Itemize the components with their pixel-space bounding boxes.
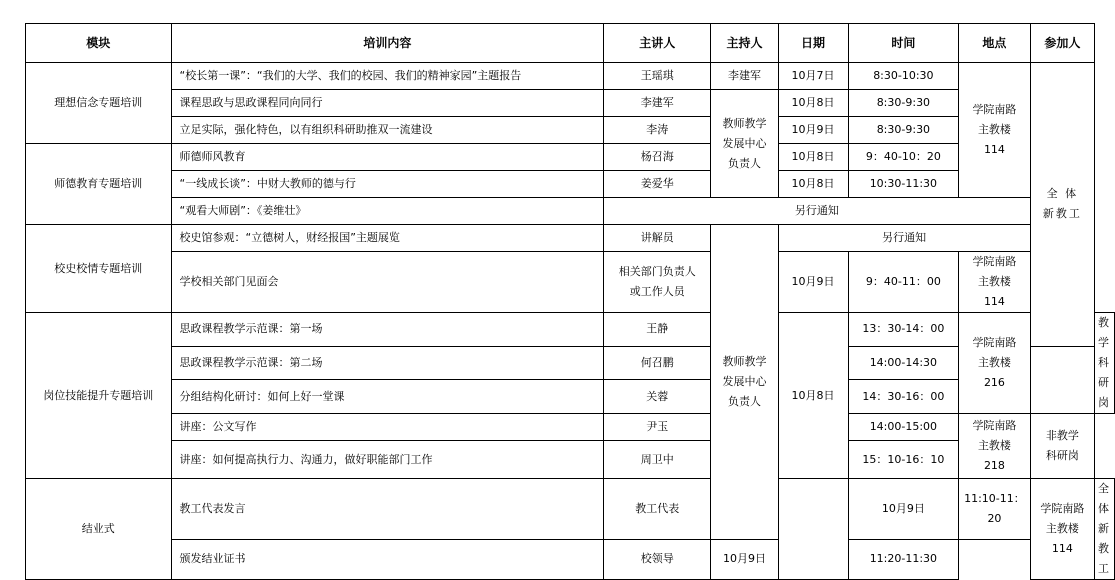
- header-content: 培训内容: [171, 24, 604, 63]
- table-row: [26, 414, 1115, 441]
- time-cell: 8:30-9:30: [848, 117, 959, 144]
- header-location: 地点: [959, 24, 1030, 63]
- host-cell: 教师教学 发展中心 负责人: [711, 90, 778, 198]
- module-cell: 理想信念专题培训: [26, 63, 172, 144]
- header-host: 主持人: [711, 24, 778, 63]
- date-cell: 10月7日: [778, 63, 848, 90]
- content-cell: 师德师风教育: [171, 144, 604, 171]
- content-cell: 校史馆参观：“立德树人，财经报国”主题展览: [171, 225, 604, 252]
- header-speaker: 主讲人: [604, 24, 711, 63]
- time-cell: 15：10-16：10: [848, 441, 959, 479]
- content-cell: “一线成长谈”：中财大教师的德与行: [171, 171, 604, 198]
- speaker-cell: 周卫中: [604, 441, 711, 479]
- content-cell: “校长第一课”：“我们的大学、我们的校园、我们的精神家园”主题报告: [171, 63, 604, 90]
- time-cell: 8:30-9:30: [848, 90, 959, 117]
- attendees-cell: 教 学 科研岗: [1095, 313, 1115, 414]
- time-cell: 14:00-15:00: [848, 414, 959, 441]
- speaker-cell: 李建军: [604, 90, 711, 117]
- time-cell: 9：40-10：20: [848, 144, 959, 171]
- header-module: 模块: [26, 24, 172, 63]
- notice-cell: 另行通知: [778, 225, 1030, 252]
- table-row: [26, 252, 1115, 313]
- time-cell: 9：40-11：00: [848, 252, 959, 313]
- table-row: [26, 63, 1115, 90]
- time-cell: 11:20-11:30: [848, 539, 959, 579]
- speaker-cell: 校领导: [604, 539, 711, 579]
- date-cell: 10月8日: [778, 90, 848, 117]
- date-cell: 10月8日: [778, 144, 848, 171]
- location-cell: 学院南路 主教楼 114: [959, 252, 1030, 313]
- table-row: [26, 171, 1115, 198]
- table-row: [26, 479, 1115, 540]
- content-cell: 颁发结业证书: [171, 539, 604, 579]
- table-row: [26, 117, 1115, 144]
- speaker-cell: 关蓉: [604, 380, 711, 414]
- time-cell: 14:00-14:30: [848, 346, 959, 380]
- header-date: 日期: [778, 24, 848, 63]
- time-cell: 10:30-11:30: [848, 171, 959, 198]
- header-attendees: 参加人: [1030, 24, 1094, 63]
- time-cell: 8:30-10:30: [848, 63, 959, 90]
- content-cell: 立足实际，强化特色，以有组织科研助推双一流建设: [171, 117, 604, 144]
- content-cell: 分组结构化研讨：如何上好一堂课: [171, 380, 604, 414]
- table-row: [26, 441, 1115, 479]
- table-row: [26, 313, 1115, 347]
- date-cell: 10月9日: [848, 479, 959, 540]
- time-cell: 13：30-14：00: [848, 313, 959, 347]
- date-cell: 10月9日: [778, 117, 848, 144]
- content-cell: “观看大师剧”：《姜维壮》: [171, 198, 604, 225]
- content-cell: 课程思政与思政课程同向同行: [171, 90, 604, 117]
- location-cell: 学院南路 主教楼 218: [959, 414, 1030, 479]
- speaker-cell: 尹玉: [604, 414, 711, 441]
- content-cell: 思政课程教学示范课：第一场: [171, 313, 604, 347]
- host-cell: 教师教学 发展中心 负责人: [711, 225, 778, 540]
- location-cell: 学院南路 主教楼 114: [1030, 479, 1094, 580]
- speaker-cell: 何召鹏: [604, 346, 711, 380]
- speaker-cell: 相关部门负责人 或工作人员: [604, 252, 711, 313]
- location-cell: 学院南路 主教楼 216: [959, 313, 1030, 414]
- table-row: [26, 198, 1115, 225]
- speaker-cell: 王瑶琪: [604, 63, 711, 90]
- speaker-cell: 姜爱华: [604, 171, 711, 198]
- date-cell: 10月8日: [778, 313, 848, 479]
- content-cell: 思政课程教学示范课：第二场: [171, 346, 604, 380]
- table-row: [26, 90, 1115, 117]
- speaker-cell: 李涛: [604, 117, 711, 144]
- attendees-cell: 全 体 新教工: [1095, 479, 1115, 580]
- speaker-cell: 杨召海: [604, 144, 711, 171]
- attendees-cell: 非教学 科研岗: [1030, 414, 1094, 479]
- table-row: [26, 380, 1115, 414]
- attendees-cell: 全 体 新教工: [1030, 63, 1094, 347]
- host-cell: 李建军: [711, 63, 778, 90]
- location-cell: 学院南路 主教楼 114: [959, 63, 1030, 198]
- speaker-cell: 教工代表: [604, 479, 711, 540]
- notice-cell: 另行通知: [604, 198, 1031, 225]
- date-cell: 10月9日: [711, 539, 778, 579]
- table-row: [26, 144, 1115, 171]
- speaker-cell: 王静: [604, 313, 711, 347]
- content-cell: 学校相关部门见面会: [171, 252, 604, 313]
- time-cell: 11:10-11：20: [959, 479, 1030, 540]
- module-cell: 岗位技能提升专题培训: [26, 313, 172, 479]
- content-cell: 教工代表发言: [171, 479, 604, 540]
- table-row: [26, 225, 1115, 252]
- host-cell: [778, 479, 848, 580]
- training-schedule-table: [25, 23, 1115, 580]
- module-cell: 校史校情专题培训: [26, 225, 172, 313]
- time-cell: 14：30-16：00: [848, 380, 959, 414]
- table-row: [26, 539, 1115, 579]
- content-cell: 讲座：公文写作: [171, 414, 604, 441]
- date-cell: 10月9日: [778, 252, 848, 313]
- header-time: 时间: [848, 24, 959, 63]
- module-cell: 师德教育专题培训: [26, 144, 172, 225]
- header-row: [26, 24, 1115, 63]
- table-row: [26, 346, 1115, 380]
- module-cell: 结业式: [26, 479, 172, 580]
- date-cell: 10月8日: [778, 171, 848, 198]
- speaker-cell: 讲解员: [604, 225, 711, 252]
- content-cell: 讲座：如何提高执行力、沟通力，做好职能部门工作: [171, 441, 604, 479]
